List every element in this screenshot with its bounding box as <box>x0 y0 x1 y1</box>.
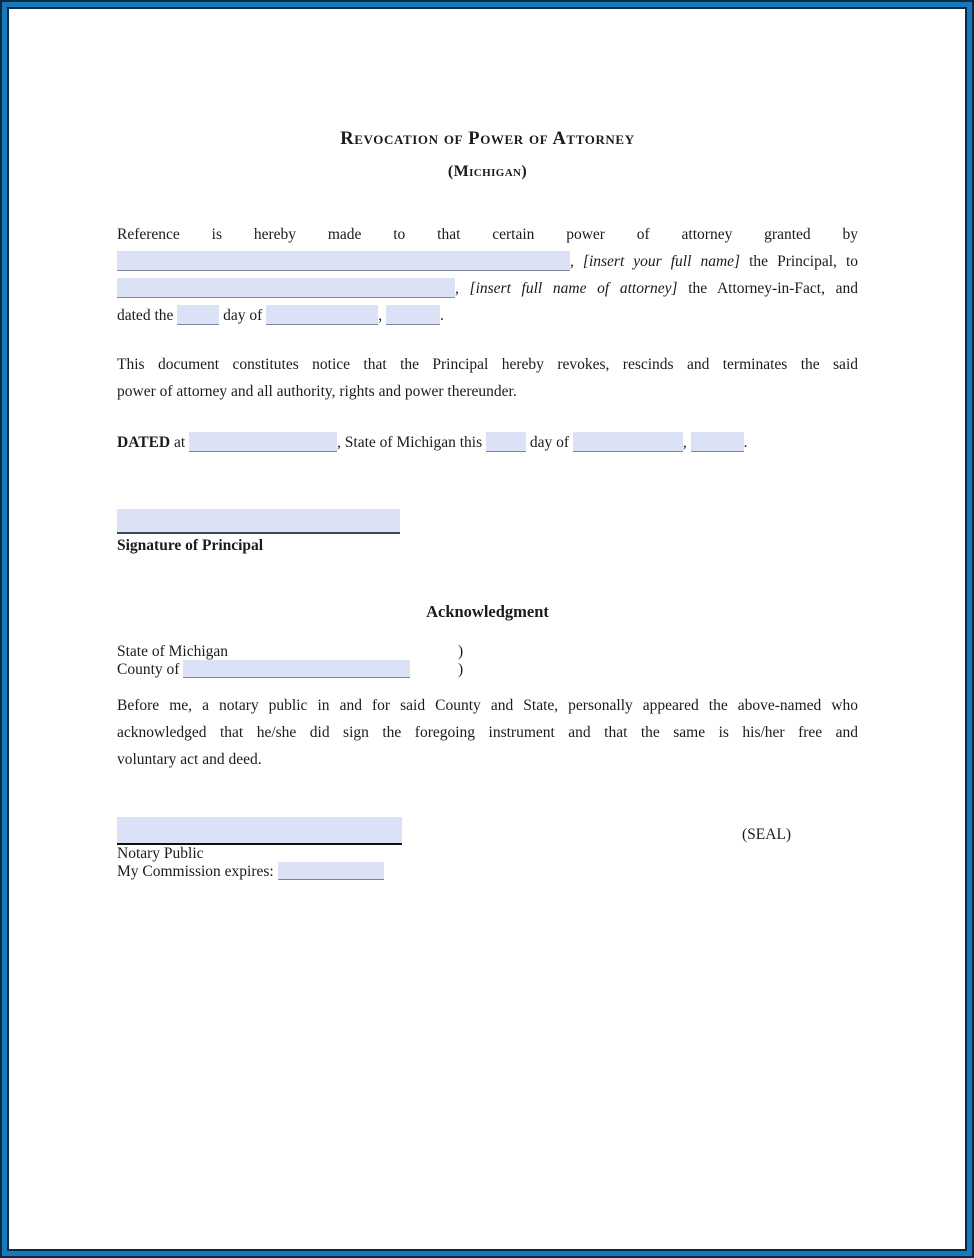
hint-text: [insert full name of attorney] <box>469 280 678 297</box>
paragraph-line: voluntary act and deed. <box>117 751 262 768</box>
signature-block <box>117 509 858 555</box>
principal-name-field[interactable] <box>117 251 570 271</box>
text-run: dated the <box>117 307 174 324</box>
paragraph-line <box>117 275 858 302</box>
paragraph-line <box>117 434 748 451</box>
text-run: day of <box>223 307 263 324</box>
dated-day-field[interactable] <box>486 432 526 452</box>
reference-paragraph <box>117 221 858 329</box>
paragraph-line: Before me, a notary public in and for said County and State, personally appeared the above-named who <box>117 697 858 714</box>
paragraph-line: acknowledged that he/she did sign the foregoing instrument and that the same is his/her free and <box>117 724 858 741</box>
acknowledgment-heading: Acknowledgment <box>426 602 549 621</box>
notary-caption: Notary Public <box>117 845 204 862</box>
text-run: , <box>682 434 687 451</box>
hint-text: [insert your full name] <box>582 253 741 270</box>
text-run: , <box>570 253 574 270</box>
text-run: at <box>173 434 186 451</box>
commission-line <box>117 862 858 880</box>
dated-line <box>117 429 858 456</box>
text-run: , <box>455 280 459 297</box>
state-line <box>117 643 858 660</box>
text-run: the Principal, to <box>749 253 859 270</box>
paragraph-line: power of attorney and all authority, rights and power thereunder. <box>117 383 517 400</box>
text-run: State of Michigan <box>117 643 229 660</box>
signature-caption: Signature of Principal <box>117 537 264 554</box>
paragraph-line <box>117 302 858 329</box>
text-run: day of <box>529 434 570 451</box>
paren-mark: ) <box>458 643 464 660</box>
revocation-paragraph <box>117 351 858 405</box>
poa-day-field[interactable] <box>177 305 219 325</box>
dated-year-field[interactable] <box>691 432 744 452</box>
principal-signature-field[interactable] <box>117 509 400 534</box>
text-run: the Attorney-in-Fact, and <box>688 280 859 297</box>
commission-expiry-field[interactable] <box>278 862 384 880</box>
county-line <box>117 660 858 678</box>
poa-year-field[interactable] <box>386 305 440 325</box>
paragraph-line: Reference is hereby made to that certain power of attorney granted by <box>117 226 858 243</box>
paragraph-line: This document constitutes notice that the Principal hereby revokes, rescinds and terminates the said <box>117 356 858 373</box>
county-left <box>117 660 458 678</box>
dated-month-field[interactable] <box>573 432 683 452</box>
paragraph-line <box>117 248 858 275</box>
notary-paragraph <box>117 692 858 773</box>
text-run: County of <box>117 661 180 678</box>
text-run: , <box>378 307 383 324</box>
text-run: My Commission expires: <box>117 863 274 880</box>
paren-mark: ) <box>458 661 464 678</box>
county-field[interactable] <box>183 660 410 678</box>
page-title: Revocation of Power of Attorney <box>340 129 635 149</box>
text-run: . <box>439 307 444 324</box>
text-run: DATED <box>117 434 171 451</box>
seal-label: (SEAL) <box>742 826 792 843</box>
venue-block <box>117 643 858 678</box>
poa-month-field[interactable] <box>266 305 378 325</box>
dated-place-field[interactable] <box>189 432 337 452</box>
text-run: , State of Michigan this <box>337 434 483 451</box>
attorney-name-field[interactable] <box>117 278 455 298</box>
page-subtitle: (Michigan) <box>447 163 528 180</box>
text-run: . <box>743 434 748 451</box>
notary-signature-field[interactable] <box>117 817 402 845</box>
